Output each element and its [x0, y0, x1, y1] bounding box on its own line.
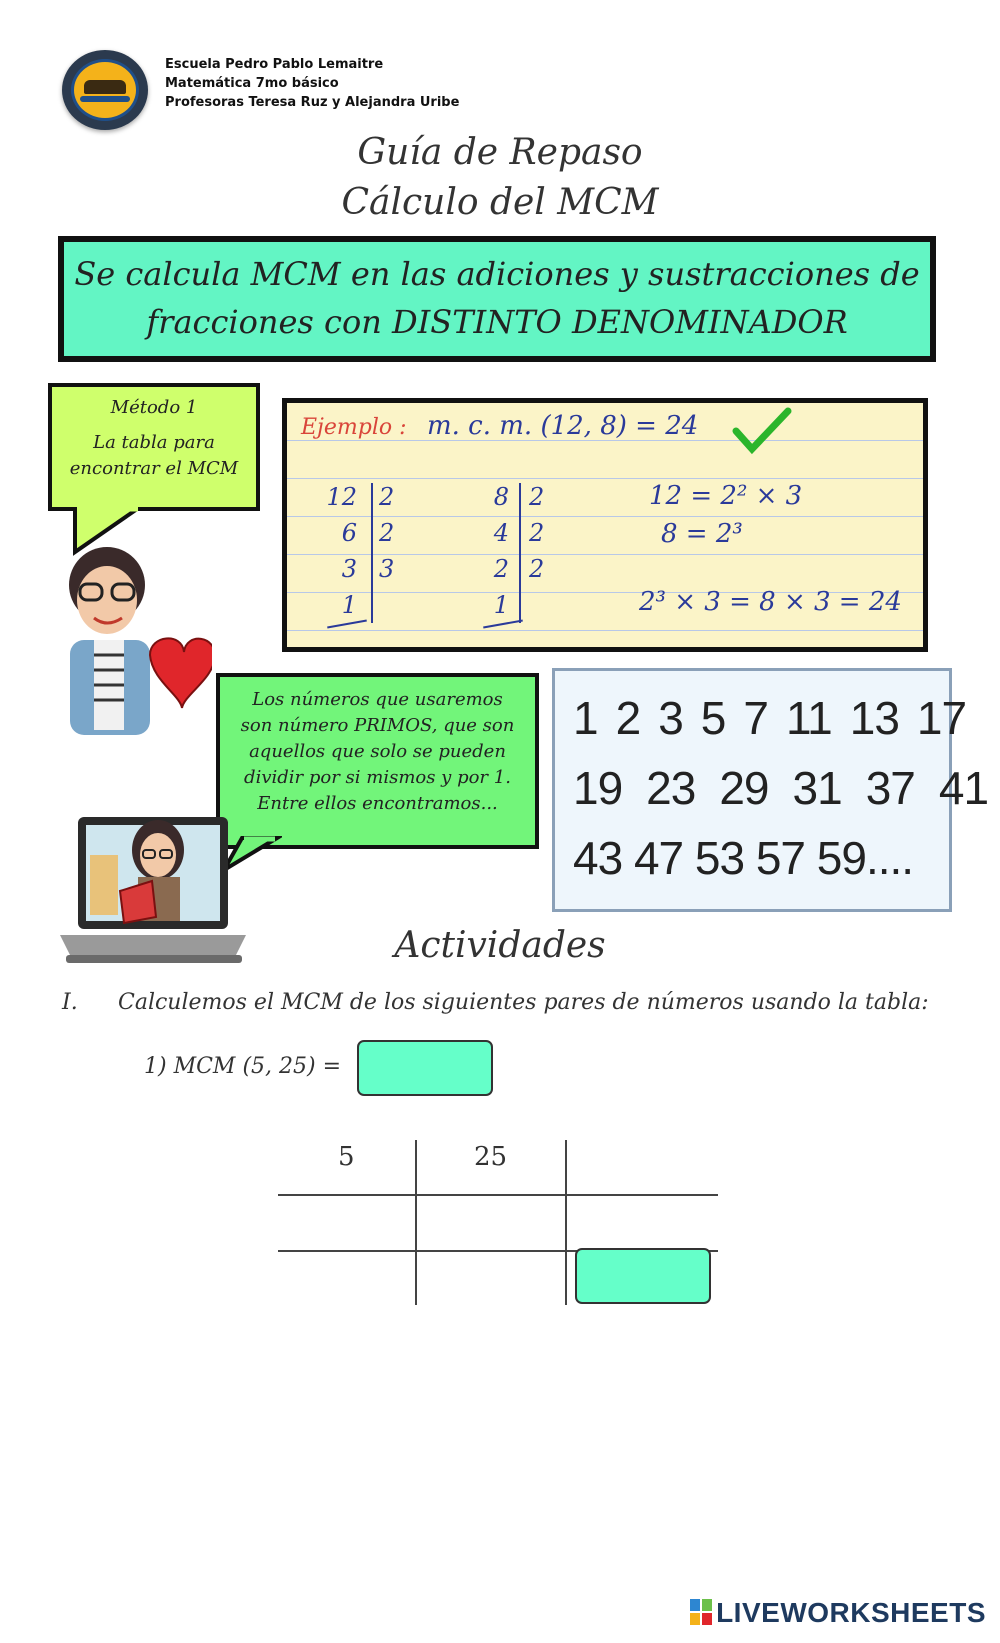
table12-underline: [327, 620, 367, 629]
banner-line-1: Se calcula MCM en las adiciones y sustracciones de: [74, 255, 920, 293]
table12-divider: [371, 483, 373, 623]
liveworksheets-icon: [690, 1599, 712, 1625]
table12-left-0: 12: [326, 483, 357, 511]
table8-left-1: 4: [493, 519, 509, 547]
table8-underline: [483, 620, 523, 629]
answer-input-divisor[interactable]: [575, 1248, 711, 1304]
school-name: Escuela Pedro Pablo Lemaitre: [165, 57, 384, 72]
method-label: Método 1: [110, 397, 198, 418]
table12-right-0: 2: [379, 483, 395, 511]
table-horizontal-line-1: [278, 1194, 718, 1196]
primes-list-card: [552, 668, 989, 912]
check-icon: [732, 407, 792, 455]
teachers: Profesoras Teresa Ruz y Alejandra Uribe: [165, 95, 460, 110]
prime-number: 29: [719, 762, 769, 814]
method-line-2: encontrar el MCM: [69, 458, 239, 479]
answer-input-mcm[interactable]: [357, 1040, 493, 1096]
table8-right-2: 2: [529, 555, 545, 583]
course-name: Matemática 7mo básico: [165, 76, 339, 91]
school-logo: [62, 50, 148, 130]
primes-line-1: Los números que usaremos: [252, 689, 503, 710]
primes-line-5: Entre ellos encontramos...: [257, 793, 498, 814]
logo-ox-cart-icon: [84, 80, 126, 94]
mcm-result: 2³ × 3 = 8 × 3 = 24: [639, 587, 902, 617]
primes-bubble: [216, 673, 539, 849]
primes-line-4: dividir por si mismos y por 1.: [244, 767, 511, 788]
prime-number: 17: [916, 692, 967, 744]
logo-banner: [80, 96, 130, 102]
brand-text: LIVEWORKSHEETS: [716, 1597, 986, 1628]
table-header-5: 5: [338, 1142, 355, 1172]
example-label: Ejemplo :: [301, 415, 407, 440]
primes-row-2: [573, 761, 989, 831]
liveworksheets-logo: [690, 1597, 986, 1629]
prime-number: 19: [573, 762, 623, 814]
table-vertical-line-1: [415, 1140, 417, 1305]
table8-left-3: 1: [493, 591, 509, 619]
primes-row-1: [573, 691, 967, 761]
primes-row-3: 43 47 53 57 59....: [573, 832, 914, 884]
primes-line-3: aquellos que solo se pueden: [249, 741, 506, 762]
table12-left-1: 6: [341, 519, 357, 547]
table12-left-3: 1: [341, 591, 357, 619]
table12-right-1: 2: [379, 519, 395, 547]
activities-title: Actividades: [394, 925, 606, 966]
page-title: Guía de Repaso: [357, 132, 643, 173]
example-card: [282, 398, 928, 652]
prime-number: 11: [785, 692, 832, 744]
prime-number: 37: [865, 762, 915, 814]
primes-line-2: son número PRIMOS, que son: [240, 715, 515, 736]
table8-left-0: 8: [493, 483, 509, 511]
instruction-number: I.: [62, 990, 78, 1015]
teacher-avatar-heart: [52, 540, 212, 740]
prime-number: 5: [700, 692, 726, 744]
table12-right-2: 3: [379, 555, 395, 583]
table8-right-0: 2: [529, 483, 545, 511]
banner-line-2: fracciones con DISTINTO DENOMINADOR: [146, 303, 848, 341]
instruction-text: Calculemos el MCM de los siguientes pares de números usando la tabla:: [118, 990, 929, 1015]
table8-divider: [519, 483, 521, 623]
prime-number: 7: [743, 692, 768, 744]
example-equation: m. c. m. (12, 8) = 24: [427, 411, 699, 441]
prime-number: 13: [849, 692, 899, 744]
factorization-12: 12 = 2² × 3: [649, 481, 803, 511]
question-1-label: 1) MCM (5, 25) =: [144, 1054, 342, 1079]
prime-number: 1: [573, 692, 598, 744]
prime-number: 31: [792, 762, 842, 814]
prime-number: 2: [615, 692, 641, 744]
rule-banner: [58, 236, 936, 362]
table12-left-2: 3: [341, 555, 357, 583]
activity-instruction: [62, 990, 929, 1015]
school-info: [165, 55, 459, 112]
table8-left-2: 2: [493, 555, 509, 583]
page-subtitle: Cálculo del MCM: [341, 182, 659, 223]
prime-number: 41: [938, 762, 989, 814]
table8-right-1: 2: [529, 519, 545, 547]
table-header-25: 25: [474, 1142, 508, 1172]
factorization-8: 8 = 2³: [661, 519, 743, 549]
prime-number: 23: [646, 762, 696, 814]
prime-number: 3: [658, 692, 683, 744]
method-line-1: La tabla para: [93, 432, 215, 453]
method-bubble: [48, 383, 260, 511]
table-vertical-line-2: [565, 1140, 567, 1305]
